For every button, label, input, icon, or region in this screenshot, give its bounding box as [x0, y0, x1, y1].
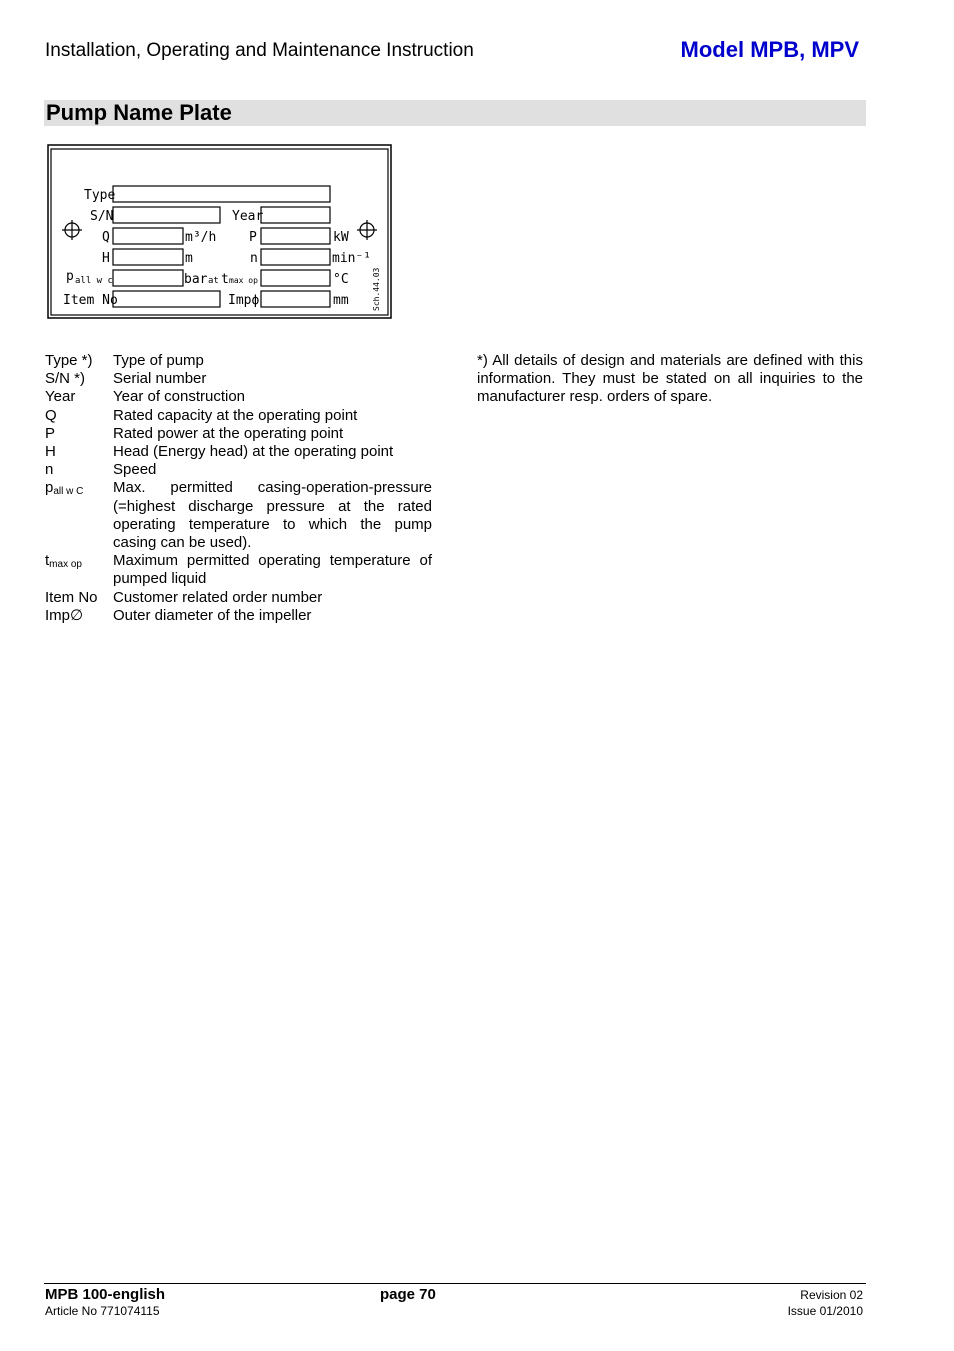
plate-tmaxop-sub: max op: [229, 276, 258, 285]
definition-term: P: [45, 424, 56, 442]
plate-pallwc-sub: all w c: [75, 276, 113, 286]
definition-row: [45, 407, 432, 425]
definitions-list: [45, 352, 432, 625]
definition-desc: Rated power at the operating point: [113, 424, 344, 442]
definition-term: H: [45, 443, 56, 461]
section-header: [44, 100, 866, 126]
plate-h-field: [113, 249, 183, 265]
plate-h-label: H: [102, 251, 110, 266]
mounting-hole-left-icon: [62, 220, 82, 240]
definition-row: [45, 425, 432, 443]
plate-type-label: Type: [84, 188, 116, 203]
definition-desc: Outer diameter of the impeller: [113, 606, 312, 624]
definition-term: Year: [45, 388, 76, 406]
definition-desc: Serial number: [113, 370, 207, 388]
definition-desc: Maximum permitted operating temperature of pumped liquid: [113, 552, 432, 588]
plate-t-label: t: [221, 272, 229, 287]
footnote: *) All details of design and materials are defined with this information. They must be stated on all inquiries to the manufacturer resp. orders of spare.: [477, 352, 863, 406]
definition-desc: Speed: [113, 461, 157, 479]
plate-p-unit: kW: [333, 230, 349, 245]
name-plate-drawing: [46, 143, 394, 321]
plate-pallwc-field: [113, 270, 183, 286]
term-base: p: [45, 479, 54, 497]
document-title: Installation, Operating and Maintenance Instruction: [45, 40, 474, 61]
definition-row: [45, 352, 432, 370]
footer-article-number: Article No 771074115: [45, 1304, 160, 1318]
plate-type-field: [113, 186, 330, 202]
plate-pallwc-label: p: [66, 269, 74, 284]
term-base: t: [45, 552, 50, 570]
definition-row: [45, 461, 432, 479]
footer-divider: [44, 1283, 866, 1284]
plate-item-label: Item No: [63, 293, 118, 308]
definition-term: Item No: [45, 588, 98, 606]
plate-item-field: [113, 291, 220, 307]
definition-term: Imp∅: [45, 606, 84, 624]
plate-n-unit: min⁻¹: [332, 251, 372, 266]
definition-term-tmaxop: [45, 552, 113, 588]
plate-mm-unit: mm: [333, 293, 349, 308]
definition-row: [45, 589, 432, 607]
plate-drawing-number: Sch.44.03: [372, 267, 381, 311]
plate-p-label: P: [249, 230, 257, 245]
definition-term-pallwc: [45, 479, 113, 552]
term-subscript: max op: [49, 559, 82, 571]
definition-term: Q: [45, 406, 57, 424]
plate-imp-field: [261, 291, 330, 307]
plate-q-label: Q: [102, 230, 110, 245]
plate-p-field: [261, 228, 330, 244]
definition-row: [45, 479, 432, 552]
definition-term: n: [45, 461, 54, 479]
plate-year-field: [261, 207, 330, 223]
footer-issue: Issue 01/2010: [787, 1304, 863, 1318]
plate-n-label: n: [250, 251, 258, 266]
plate-q-unit: m³/h: [185, 230, 217, 245]
plate-bar-unit: bar: [184, 272, 208, 287]
definition-row: [45, 443, 432, 461]
plate-celsius-unit: °C: [333, 272, 349, 287]
plate-year-label: Year: [232, 209, 264, 224]
definition-term: Type *): [45, 352, 93, 369]
definition-desc: Customer related order number: [113, 588, 323, 606]
plate-sn-field: [113, 207, 220, 223]
footer-revision: Revision 02: [800, 1288, 863, 1302]
plate-h-unit: m: [185, 251, 193, 266]
plate-at-label: at: [208, 276, 219, 286]
term-subscript: all w C: [53, 486, 84, 498]
definition-desc: Rated capacity at the operating point: [113, 406, 358, 424]
plate-imp-label: Impϕ: [228, 293, 260, 308]
section-title: Pump Name Plate: [46, 100, 232, 125]
definition-row: [45, 370, 432, 388]
definition-row: [45, 607, 432, 625]
definition-desc: Max. permitted casing-operation-pressure (=highest discharge pressure at the rated operating temperature to which the pump casing can be used).: [113, 479, 432, 552]
definition-row: [45, 552, 432, 588]
model-title: Model MPB, MPV: [680, 37, 859, 62]
pump-name-plate: [46, 143, 394, 321]
definition-desc: Head (Energy head) at the operating point: [113, 443, 394, 461]
plate-sn-label: S/N: [90, 209, 114, 224]
definition-desc: Type of pump: [113, 352, 204, 369]
definition-row: [45, 388, 432, 406]
definition-term: S/N *): [45, 370, 86, 388]
footer-doc-id: MPB 100-english: [45, 1286, 166, 1303]
mounting-hole-right-icon: [357, 220, 377, 240]
footer-page-number: page 70: [380, 1286, 436, 1303]
plate-tmaxop-field: [261, 270, 330, 286]
plate-q-field: [113, 228, 183, 244]
plate-n-field: [261, 249, 330, 265]
definition-desc: Year of construction: [113, 388, 246, 406]
